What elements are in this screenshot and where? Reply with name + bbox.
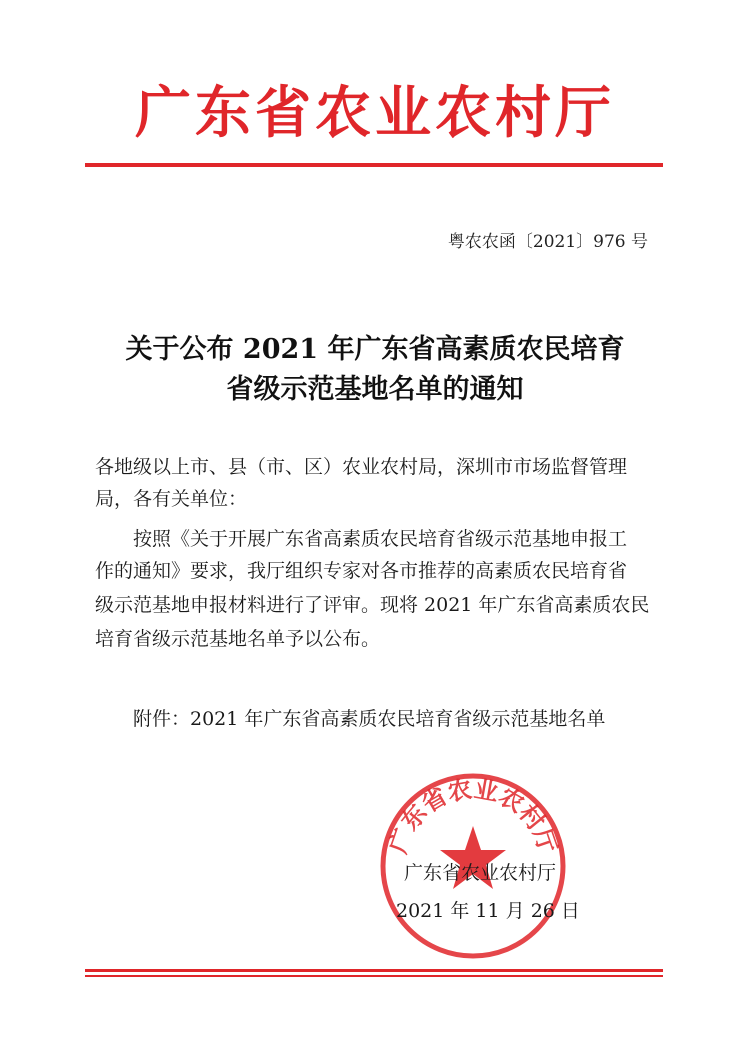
signature-org: 广东省农业农村厅 <box>404 862 557 884</box>
footer-red-rule-top <box>85 969 663 972</box>
footer-red-rule-bottom <box>85 975 663 977</box>
addressee-line-2: 局，各有关单位： <box>95 488 248 510</box>
paragraph-line: 培育省级示范基地名单予以公布。 <box>95 628 381 650</box>
document-number: 粤农农函〔2021〕976 号 <box>447 232 648 252</box>
paragraph-line: 按照《关于开展广东省高素质农民培育省级示范基地申报工 <box>133 528 628 550</box>
paragraph-line: 作的通知》要求，我厅组织专家对各市推荐的高素质农民培育省 <box>95 560 628 582</box>
seal-arc-text: 广东省农业农村厅 <box>383 774 563 857</box>
addressee-line-1: 各地级以上市、县（市、区）农业农村局，深圳市市场监督管理 <box>95 456 628 478</box>
header-red-rule <box>85 163 663 167</box>
document-title-line-1: 关于公布 2021 年广东省高素质农民培育 <box>125 334 625 365</box>
signature-date: 2021 年 11 月 26 日 <box>396 900 580 922</box>
paragraph-line: 级示范基地申报材料进行了评审。现将 2021 年广东省高素质农民 <box>95 594 650 616</box>
attachment-line: 附件：2021 年广东省高素质农民培育省级示范基地名单 <box>133 708 606 730</box>
org-header-title: 广东省农业农村厅 <box>135 81 615 146</box>
document-title-line-2: 省级示范基地名单的通知 <box>226 374 524 405</box>
